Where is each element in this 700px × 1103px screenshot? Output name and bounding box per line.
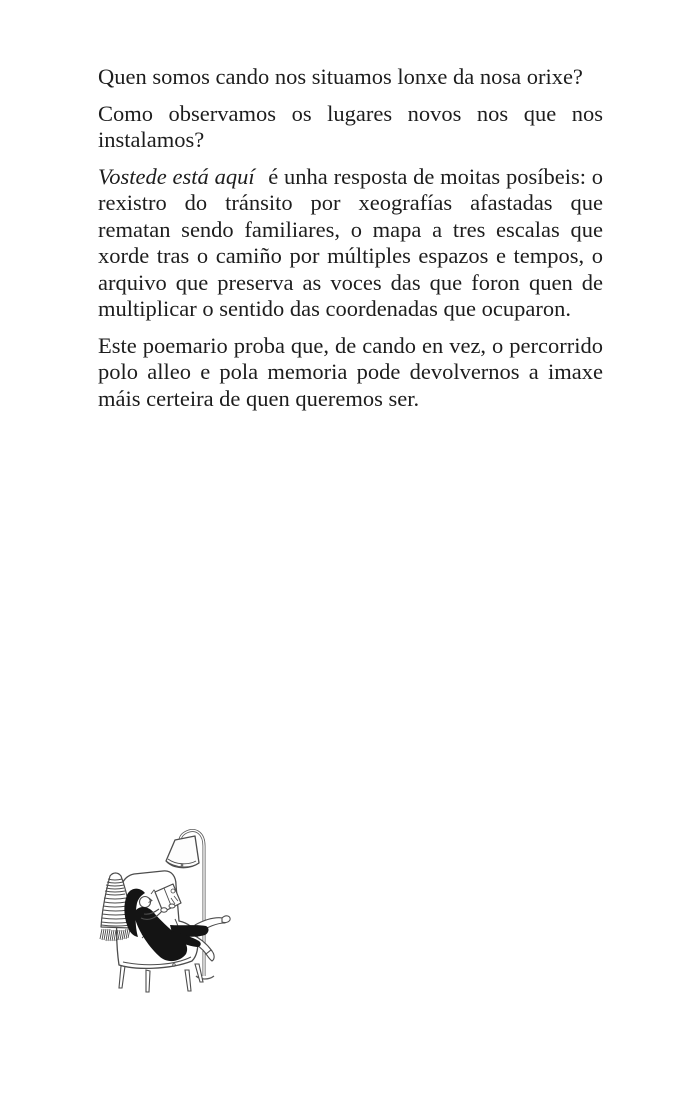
lamp-shade: [166, 836, 199, 868]
paragraph-2-text: Como observamos os lugares novos nos que nos instalamos?: [98, 100, 603, 152]
book-title-italic: Vostede está aquí: [98, 163, 255, 189]
body-text: [98, 64, 603, 422]
paragraph-3: [98, 164, 603, 323]
hand: [169, 904, 175, 908]
paragraph-4: [98, 333, 603, 413]
paragraph-4-text: Este poemario proba que, de cando en vez, o percorrido polo alleo e pola memoria pode devolvernos a imaxe máis certeira de quen queremos ser.: [98, 332, 603, 411]
reading-woman-illustration: [75, 815, 255, 995]
hand: [161, 908, 167, 912]
paragraph-1-text: Quen somos cando nos situamos lonxe da nosa orixe?: [98, 64, 583, 89]
paragraph-1: [98, 64, 603, 91]
paragraph-2: [98, 101, 603, 154]
paragraph-3-text: é unha resposta de moitas posíbeis: o rexistro do tránsito por xeografías afastadas que rematan sendo familiares, o mapa a tres escalas que xorde tras o camiño por múltiples espazos e tempos, o arquivo que preserva as voces das que foron quen de multiplicar o sentido das coordenadas que ocuparon.: [98, 163, 603, 321]
foot-up: [222, 916, 230, 923]
